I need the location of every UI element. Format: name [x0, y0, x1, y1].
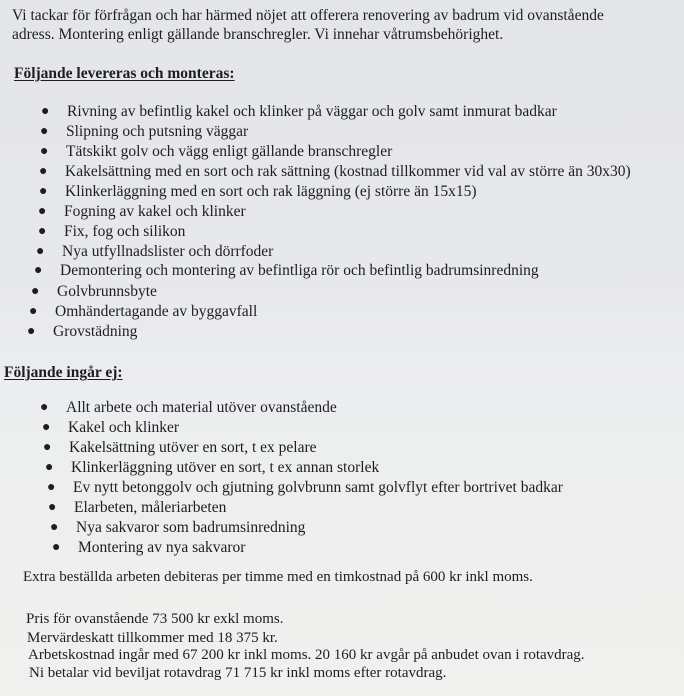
list-item: ● Elarbeten, måleriarbeten	[48, 499, 227, 516]
bullet-icon: ●	[29, 304, 38, 319]
price-line-2: Mervärdeskatt tillkommer med 18 375 kr.	[27, 630, 278, 646]
list-item: ● Nya utfyllnadslister och dörrfoder	[36, 243, 274, 260]
bullet-icon: ●	[50, 520, 59, 535]
list-item: ● Golvbrunnsbyte	[31, 283, 157, 300]
intro-line-1: Vi tackar för förfrågan och har härmed nöjet att offerera renovering av badrum vid ovanstående	[12, 7, 604, 24]
bullet-icon: ●	[40, 400, 49, 415]
bullet-icon: ●	[39, 164, 48, 179]
bullet-icon: ●	[48, 500, 57, 515]
bullet-icon: ●	[38, 204, 47, 219]
intro-paragraph	[12, 6, 680, 44]
bullet-icon: ●	[27, 324, 36, 339]
list-item: ● Ev nytt betonggolv och gjutning golvbrunn samt golvflyt efter bortrivet badkar	[47, 479, 563, 496]
bullet-icon: ●	[36, 244, 45, 259]
list-item: ● Klinkerläggning utöver en sort, t ex annan storlek	[45, 459, 380, 476]
excluded-heading: Följande ingår ej:	[4, 364, 123, 381]
included-heading: Följande levereras och monteras:	[14, 65, 235, 82]
bullet-icon: ●	[52, 540, 61, 555]
bullet-icon: ●	[40, 124, 49, 139]
list-item: ● Omhändertagande av byggavfall	[29, 303, 258, 320]
list-item: ● Nya sakvaror som badrumsinredning	[50, 519, 306, 536]
list-item: ● Grovstädning	[27, 323, 138, 340]
bullet-icon: ●	[41, 104, 50, 119]
bullet-icon: ●	[47, 480, 56, 495]
bullet-icon: ●	[34, 263, 43, 278]
list-item: ● Fogning av kakel och klinker	[38, 203, 246, 220]
price-line-3: Arbetskostnad ingår med 67 200 kr inkl moms. 20 160 kr avgår på anbudet ovan i rotavdrag.	[28, 647, 585, 663]
list-item: ● Fix, fog och silikon	[38, 223, 186, 240]
list-item: ● Allt arbete och material utöver ovanstående	[40, 399, 337, 416]
list-item: ● Demontering och montering av befintliga rör och befintlig badrumsinredning	[34, 262, 539, 279]
list-item: ● Rivning av befintlig kakel och klinker på väggar och golv samt inmurat badkar	[41, 103, 557, 120]
bullet-icon: ●	[45, 460, 54, 475]
price-line-4: Ni betalar vid beviljat rotavdrag 71 715 kr inkl moms efter rotavdrag.	[29, 665, 447, 681]
bullet-icon: ●	[31, 284, 40, 299]
bullet-icon: ●	[42, 420, 51, 435]
list-item: ● Kakel och klinker	[42, 419, 180, 436]
list-item: ● Montering av nya sakvaror	[52, 539, 246, 556]
price-line-1: Pris för ovanstående 73 500 kr exkl moms.	[26, 611, 284, 627]
bullet-icon: ●	[40, 144, 49, 159]
extra-work-note: Extra beställda arbeten debiteras per timme med en timkostnad på 600 kr inkl moms.	[23, 569, 533, 585]
bullet-icon: ●	[39, 184, 48, 199]
bullet-icon: ●	[38, 224, 47, 239]
list-item: ● Kakelsättning utöver en sort, t ex pelare	[43, 439, 317, 456]
list-item: ● Slipning och putsning väggar	[40, 123, 249, 140]
list-item: ● Klinkerläggning med en sort och rak läggning (ej större än 15x15)	[39, 183, 477, 200]
list-item: ● Kakelsättning med en sort och rak sättning (kostnad tillkommer vid val av större än 30x30)	[39, 163, 631, 180]
bullet-icon: ●	[43, 440, 52, 455]
list-item: ● Tätskikt golv och vägg enligt gällande branschregler	[40, 143, 393, 160]
intro-line-2: adress. Montering enligt gällande branschregler. Vi innehar våtrumsbehörighet.	[12, 26, 504, 43]
